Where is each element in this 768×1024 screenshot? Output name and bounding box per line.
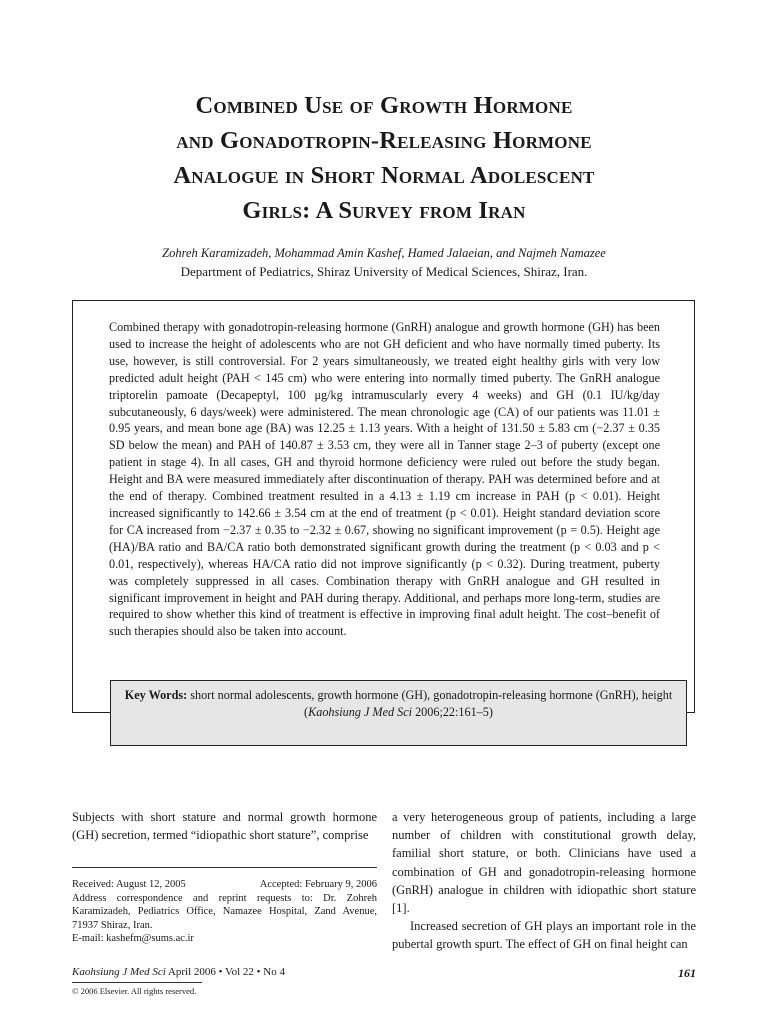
footer-journal-name: Kaohsiung J Med Sci: [72, 966, 166, 978]
citation-rest: 2006;22:161–5): [412, 705, 493, 719]
copyright: © 2006 Elsevier. All rights reserved.: [72, 986, 197, 996]
article-title: [80, 88, 688, 228]
title-line-1: Combined Use of Growth Hormone: [195, 92, 573, 119]
keywords-label: Key Words:: [124, 688, 188, 702]
correspondence-email[interactable]: E-mail: kashefm@sums.ac.ir: [72, 933, 194, 945]
keywords-text: short normal adolescents, growth hormone (GH), gonadotropin-releasing hormone (GnRH), height: [187, 688, 673, 702]
footer-issue: April 2006 • Vol 22 • No 4: [165, 966, 285, 978]
authors: Zohreh Karamizadeh, Mohammad Amin Kashef, Hamed Jalaeian, and Najmeh Namazee: [162, 246, 606, 260]
page-number: 161: [678, 966, 696, 980]
keywords-box: [110, 680, 687, 746]
affiliation: Department of Pediatrics, Shiraz University of Medical Sciences, Shiraz, Iran.: [180, 264, 588, 279]
footer-divider: [72, 982, 202, 983]
correspondence-footnote: [72, 878, 377, 946]
abstract-text: Combined therapy with gonadotropin-releasing hormone (GnRH) analogue and growth hormone (GH) has been used to increase the height of adolescents who are not GH deficient and who have normally timed puberty. Its use, however, is still controversial. For 2 years simultaneously, we treated eight healthy girls with very low predicted adult height (PAH < 145 cm) who were entering into normally timed puberty. The GnRH analogue triptorelin pamoate (Decapeptyl, 100 μg/kg intramuscularly every 4 weeks) and GH (0.1 IU/kg/day subcutaneously, 6 days/week) were administered. The mean chronologic age (CA) of our patients was 11.01 ± 0.95 years, and mean bone age (BA) was 12.25 ± 1.13 years. With a height of 131.50 ± 5.83 cm (−2.37 ± 0.35 SD below the mean) and PAH of 140.87 ± 3.53 cm, they were all in Tanner stage 2–3 of puberty (except one patient in stage 4). In all cases, GH and thyroid hormone deficiency were ruled out before the study began. Height and BA were measured immediately after discontinuation of therapy. PAH was determined before and at the end of therapy. Combined treatment resulted in a 4.13 ± 1.19 cm increase in PAH (p < 0.01). Height increased significantly to 142.66 ± 3.54 cm at the end of treatment (p < 0.01). Height standard deviation score for CA increased from −2.37 ± 0.35 to −2.32 ± 0.67, showing no significant improvement (p = 0.5). Height age (HA)/BA ratio and BA/CA ratio both demonstrated significant growth during the treatment (p < 0.03 and p < 0.01, respectively), whereas HA/CA ratio did not improve significantly (p < 0.32). During treatment, puberty was completely suppressed in all cases. Combination therapy with GnRH analogue and GH resulted in significant improvement in height and PAH during therapy. Additional, and perhaps more long-term, studies are required to show whether this kind of treatment is effective in improving final adult height. The cost–benefit of such therapies should also be taken into account.: [109, 320, 660, 639]
accepted-date: Accepted: February 9, 2006: [259, 879, 377, 890]
footnote-divider: [72, 867, 377, 868]
abstract-box: [72, 300, 695, 713]
paragraph: Increased secretion of GH plays an important role in the pubertal growth spurt. The effect of GH on final height can: [392, 919, 696, 952]
title-line-2: and Gonadotropin-Releasing Hormone: [176, 127, 592, 154]
right-column-text: [392, 808, 696, 954]
citation-open: (: [304, 705, 309, 719]
citation-journal: Kaohsiung J Med Sci: [308, 705, 413, 719]
footer-journal: [72, 966, 285, 978]
received-date: Received: August 12, 2005: [72, 879, 186, 890]
paragraph: a very heterogeneous group of patients, including a large number of children with constitutional growth delay, familial short stature, or both. Clinicians have used a combination of GH and gonadotropin-releasing hormone (GnRH) analogue in children with idiopathic short stature [1].: [392, 810, 696, 916]
title-line-4: Girls: A Survey from Iran: [242, 197, 526, 224]
left-column-text: Subjects with short stature and normal growth hormone (GH) secretion, termed “idiopathic short stature”, comprise: [72, 810, 377, 842]
title-line-3: Analogue in Short Normal Adolescent: [173, 162, 595, 189]
correspondence-address: Address correspondence and reprint requests to: Dr. Zohreh Karamizadeh, Pediatrics Office, Namazee Hospital, Zand Avenue, 71937 Shiraz, Iran.: [72, 892, 377, 931]
